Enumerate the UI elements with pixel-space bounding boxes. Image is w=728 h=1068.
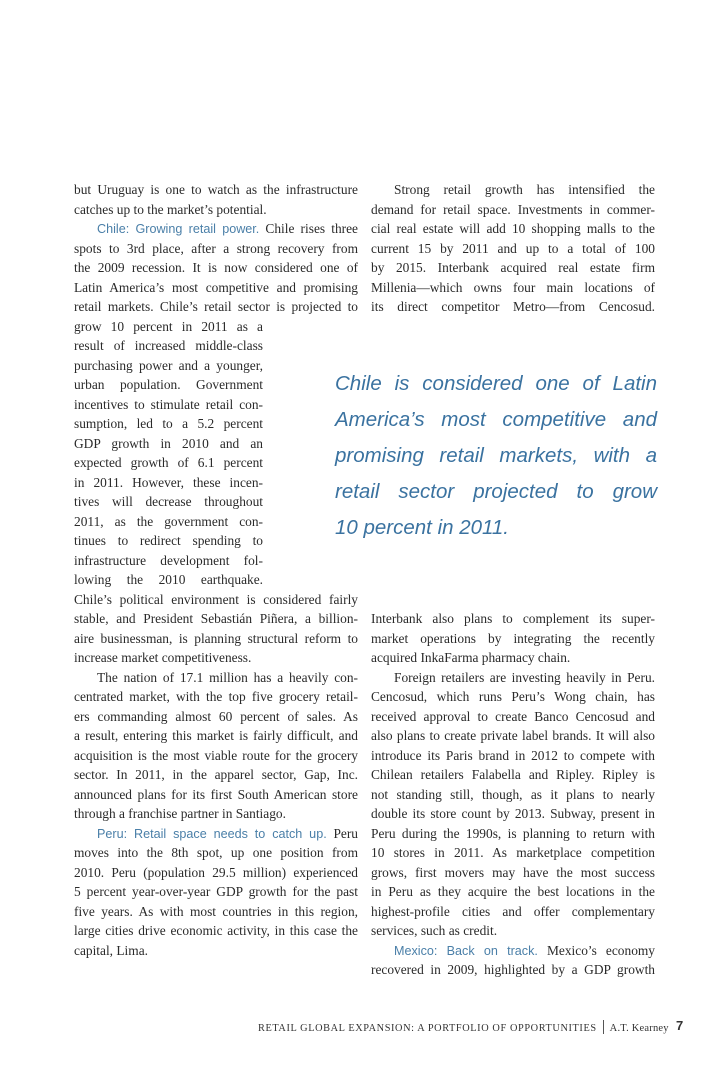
body-line: not standing still, though, as it plans to nearly — [371, 787, 655, 802]
footer-running-title-group — [258, 1020, 669, 1034]
body-line: through a franchise partner in Santiago. — [74, 806, 286, 821]
body-line: purchasing power and a younger, — [74, 358, 263, 373]
body-line: Foreign retailers are investing heavily in Peru. — [394, 670, 655, 685]
body-line: infrastructure development fol- — [74, 553, 263, 568]
body-line: grow 10 percent in 2011 as a — [74, 319, 263, 334]
body-line: Interbank also plans to complement its super- — [371, 611, 655, 626]
body-line: tinues to redirect spending to — [74, 533, 263, 548]
body-line: retail markets. Chile’s retail sector is projected to — [74, 299, 358, 314]
footer-brand: A.T. Kearney — [609, 1023, 669, 1034]
body-line: announced plans for its first South American store — [74, 787, 358, 802]
body-line: double its store count by 2013. Subway, present in — [371, 806, 655, 821]
body-line: result of increased middle-class — [74, 338, 263, 353]
body-line: increase market competitiveness. — [74, 650, 252, 665]
body-line: Chilean retailers Falabella and Ripley. Ripley is — [371, 767, 655, 782]
section-heading-peru: Peru: Retail space needs to catch up. — [97, 827, 327, 841]
body-line: 2011, as the government con- — [74, 514, 263, 529]
body-line: incentives to stimulate retail con- — [74, 397, 263, 412]
body-line: demand for retail space. Investments in commer- — [371, 202, 655, 217]
body-line: expected growth of 6.1 percent — [74, 455, 263, 470]
body-line: 5 percent year-over-year GDP growth for the past — [74, 884, 358, 899]
body-line: The nation of 17.1 million has a heavily con- — [97, 670, 358, 685]
body-line: its direct competitor Metro—from Cencosud. — [371, 299, 655, 314]
body-line: lowing the 2010 earthquake. — [74, 572, 263, 587]
body-line: cial real estate will add 10 shopping malls to the — [371, 221, 655, 236]
peru-section-lead — [97, 824, 358, 844]
body-line: Strong retail growth has intensified the — [394, 182, 655, 197]
body-line: five years. As with most countries in this region, — [74, 904, 358, 919]
section-heading-mexico: Mexico: Back on track. — [394, 944, 538, 958]
body-text: Chile rises three — [259, 221, 358, 236]
body-line: urban population. Government — [74, 377, 263, 392]
body-line: 10 stores in 2011. As marketplace competition — [371, 845, 655, 860]
page-number: 7 — [676, 1018, 684, 1033]
pull-quote-line: 10 percent in 2011. — [335, 516, 509, 539]
body-line: spots to 3rd place, after a strong recovery from — [74, 241, 358, 256]
body-line: acquired InkaFarma pharmacy chain. — [371, 650, 571, 665]
body-line: centrated market, with the top five grocery retail- — [74, 689, 358, 704]
body-line: services, such as credit. — [371, 923, 498, 938]
body-line: received approval to create Banco Cencosud and — [371, 709, 655, 724]
body-line: Cencosud, which runs Peru’s Wong chain, has — [371, 689, 655, 704]
body-line: Latin America’s most competitive and promising — [74, 280, 358, 295]
body-line: by 2015. Interbank acquired real estate firm — [371, 260, 655, 275]
body-line: the 2009 recession. It is now considered one of — [74, 260, 358, 275]
body-line: Millenia—which owns four main locations of — [371, 280, 655, 295]
body-line: Peru during the 1990s, is planning to return with — [371, 826, 655, 841]
body-line: sector. In 2011, in the apparel sector, Gap, Inc. — [74, 767, 358, 782]
body-line: grows, first movers may have the most success — [371, 865, 655, 880]
body-line: 2010. Peru (population 29.5 million) experienced — [74, 865, 358, 880]
body-line: ers commanding almost 60 percent of sales. As — [74, 709, 358, 724]
pull-quote-line: promising retail markets, with a — [335, 444, 657, 467]
body-line: GDP growth in 2010 and an — [74, 436, 263, 451]
pull-quote-line: America’s most competitive and — [335, 408, 657, 431]
pull-quote — [335, 366, 657, 546]
body-text: Mexico’s economy — [537, 943, 655, 958]
body-line: in 2011. However, these incen- — [74, 475, 263, 490]
body-line: a result, entering this market is fairly difficult, and — [74, 728, 358, 743]
body-line: in Peru as they acquire the best locations in the — [371, 884, 655, 899]
body-line: but Uruguay is one to watch as the infrastructure — [74, 182, 358, 197]
footer-divider — [603, 1020, 604, 1034]
body-line: stable, and President Sebastián Piñera, a billion- — [74, 611, 358, 626]
body-line: large cities drive economic activity, in this case the — [74, 923, 358, 938]
body-line: acquisition is the most viable route for the grocery — [74, 748, 358, 763]
body-line: market operations by integrating the recently — [371, 631, 655, 646]
footer-running-title: RETAIL GLOBAL EXPANSION: A PORTFOLIO OF OPPORTUNITIES — [258, 1023, 597, 1034]
pull-quote-line: Chile is considered one of Latin — [335, 372, 657, 395]
pull-quote-line: retail sector projected to grow — [335, 480, 657, 503]
body-line: capital, Lima. — [74, 943, 148, 958]
body-line: aire businessman, is planning structural reform to — [74, 631, 358, 646]
section-heading-chile: Chile: Growing retail power. — [97, 222, 260, 236]
body-line: tives will decrease throughout — [74, 494, 263, 509]
body-line: moves into the 8th spot, up one position from — [74, 845, 358, 860]
body-line: Chile’s political environment is considered fairly — [74, 592, 358, 607]
page-footer — [0, 1020, 728, 1038]
body-line: also plans to create private label brands. It will also — [371, 728, 655, 743]
body-line: recovered in 2009, highlighted by a GDP growth — [371, 962, 655, 977]
body-line: sumption, led to a 5.2 percent — [74, 416, 263, 431]
chile-section-lead — [97, 219, 358, 239]
body-line: current 15 by 2011 and up to a total of 100 — [371, 241, 655, 256]
mexico-section-lead — [394, 941, 655, 961]
body-line: introduce its Paris brand in 2012 to compete with — [371, 748, 655, 763]
body-line: catches up to the market’s potential. — [74, 202, 267, 217]
body-text: Peru — [326, 826, 358, 841]
body-line: highest-profile cities and offer complementary — [371, 904, 655, 919]
